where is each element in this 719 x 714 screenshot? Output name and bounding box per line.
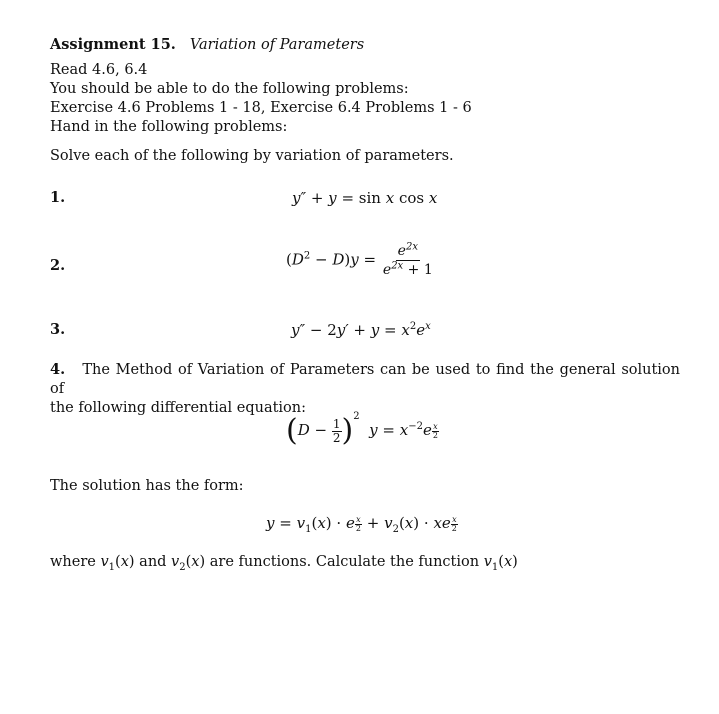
- hand-in-line: Hand in the following problems:: [50, 119, 288, 135]
- should-line: You should be able to do the following problems:: [50, 81, 409, 97]
- assignment-number: Assignment 15.: [50, 36, 176, 53]
- problem-4-text-a: The Method of Variation of Parameters can be used to find the general solution of: [50, 362, 680, 397]
- assignment-title: [50, 36, 364, 54]
- where-suffix: are functions. Calculate the function: [205, 554, 484, 570]
- solution-equation: $y = v_1(x) \cdot e$ $\frac{x}{2}$ + $v_2(x)$ · xe $\frac{x}{2}$: [266, 514, 457, 535]
- problem-4-text: [50, 360, 680, 418]
- problem-4-equation: (D − $\frac{1}{2}$ )$^2$ $y = x^{-2}e$ $\frac{x}{2}$: [286, 411, 438, 448]
- problem-3-number: 3.: [50, 321, 66, 338]
- solution-form-line: The solution has the form:: [50, 478, 244, 494]
- where-and: and: [134, 554, 172, 570]
- where-prefix: where: [50, 554, 101, 570]
- reading-line: Read 4.6, 6.4: [50, 62, 148, 78]
- problem-2-equation: $(D^2 - D)y$ = $\frac{e^{2x}}{e^{2x} + 1}$: [286, 241, 433, 278]
- problem-2-number: 2.: [50, 257, 66, 274]
- half-fraction: $\frac{1}{2}$: [332, 416, 341, 445]
- problem-1-equation: y″ + y = sin x cos x: [292, 189, 438, 207]
- problem-4-number: 4.: [50, 361, 66, 378]
- where-line: where $v_1(x)$ and $v_2(x)$ are functions. Calculate the function $v_1(x)$: [50, 554, 518, 573]
- exercises-line: Exercise 4.6 Problems 1 - 18, Exercise 6.4 Problems 1 - 6: [50, 100, 472, 116]
- problem-2-fraction: $\frac{e^{2x}}{e^{2x} + 1}$: [382, 241, 433, 278]
- problem-3-equation: $y'' - 2y' + y = x^2e^x$: [291, 321, 431, 339]
- assignment-topic: Variation of Parameters: [189, 37, 365, 53]
- problem-1-number: 1.: [50, 189, 66, 206]
- problem-4-text-b: the following differential equation:: [50, 400, 307, 416]
- instruction-line: Solve each of the following by variation of parameters.: [50, 148, 454, 164]
